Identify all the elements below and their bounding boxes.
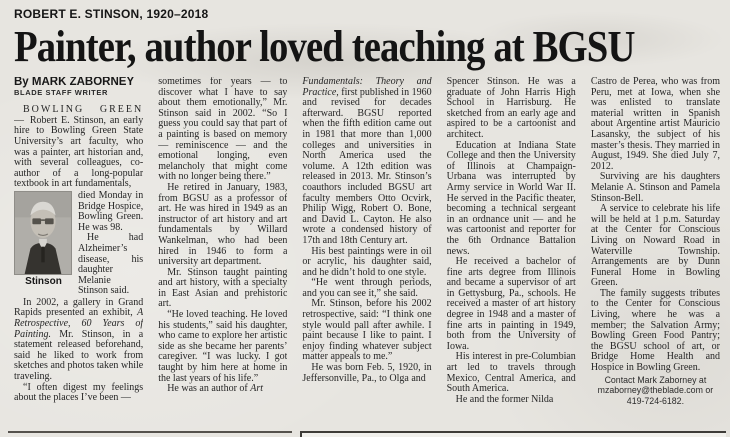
photo-and-wrap-text xyxy=(14,191,143,297)
photo-caption: Stinson xyxy=(25,275,62,287)
article-body xyxy=(0,77,730,411)
portrait-photo xyxy=(14,191,72,275)
exhibit-title: A Retrospective, 60 Years of Painting. xyxy=(14,307,144,340)
col2-paragraph-1: sometimes for years — to discover what I have to say about them emotionally,” Mr. Stinson said in 2002. “So I guess you could say that part of a painting is based on memory — reminiscence — and the emotional longing, even melancholy that might come with no longer being there.” xyxy=(158,77,288,183)
column-1 xyxy=(14,77,143,411)
article-header xyxy=(0,0,730,70)
col5-paragraph-1: Castro de Perea, who was from Peru, met at Iowa, when she was enlisted to translate material written in Spanish about Argentine artist Mauricio Lasansky, the subject of his master’s thesis. They married in August, 1949. She died July 7, 2012. xyxy=(590,77,721,172)
headline: Painter, author loved teaching at BGSU xyxy=(14,22,635,71)
bottom-divider-rule xyxy=(8,431,292,433)
column-5 xyxy=(591,77,720,411)
col5-paragraph-3: A service to celebrate his life will be held at 1 p.m. Saturday at the Center for Conscious Living on Noward Road in Waterville Township. Arrangements are by Dunn Funeral Home in Bowling Green. xyxy=(590,203,721,289)
obit-photo-block xyxy=(14,191,73,297)
book-title: Fundamentals: Theory and Practice, xyxy=(302,77,432,98)
col4-paragraph-3: He received a bachelor of fine arts degree from Illinois and became a supervisor of art in Gettysburg, Pa., schools. He received a master of art history degree in 1948 and a master of fine arts in painting in 1949, both from the University of Iowa. xyxy=(446,256,576,352)
col5-paragraph-2: Surviving are his daughters Melanie A. Stinson and Pamela Stinson-Bell. xyxy=(590,171,721,204)
byline-author: By MARK ZABORNEY xyxy=(14,77,135,88)
col2-paragraph-3: Mr. Stinson taught painting and art history, with a specialty in East Asian and prehistoric art. xyxy=(158,266,288,310)
column-4 xyxy=(447,77,576,411)
col4-paragraph-2: Education at Indiana State College and then the University of Illinois at Champaign-Urbana was interrupted by Army service in World War II. He served in the Pacific theater, becoming a technical sergeant in an ordnance unit — and he was cartoonist and reporter for the 6th Ordnance Battalion news. xyxy=(446,139,576,257)
text-run: Mr. Stinson, in a statement released beforehand, said he liked to work from sketches and photos taken while traveling. xyxy=(14,328,144,383)
byline-role: BLADE STAFF WRITER xyxy=(14,87,108,97)
kicker: ROBERT E. STINSON, 1920–2018 xyxy=(14,7,209,21)
col4-paragraph-1: Spencer Stinson. He was a graduate of John Harris High School in Harrisburg. He sketched from an early age and aspired to be a cartoonist and architect. xyxy=(446,77,576,140)
col3-paragraph-1 xyxy=(302,77,431,247)
col3-paragraph-4: Mr. Stinson, before his 2002 retrospective, said: “I think one style would pall after awhile. I paint because I like to paint. I enjoy finding whatever subject matter appeals to me.” xyxy=(302,298,432,363)
col1-paragraph-1 xyxy=(14,105,143,190)
col2-paragraph-2: He retired in January, 1983, from BGSU as a professor of art. He was hired in 1949 as an instructor of art history and art fundamentals by Willard Wankelman, who had been hired in 1946 to form a university art department. xyxy=(158,181,288,268)
text-run: In 2002, a gallery in Grand Rapids presented an exhibit, xyxy=(14,296,144,319)
col3-paragraph-5: He was born Feb. 5, 1920, in Jeffersonville, Pa., to Olga and xyxy=(302,362,432,384)
wrap-text xyxy=(78,191,143,297)
contact-line: Contact Mark Zaborney at mzaborney@theblade.com or 419-724-6182. xyxy=(597,374,714,406)
column-3 xyxy=(302,77,431,411)
col1-paragraph-4: “I often digest my feelings about the places I’ve been — xyxy=(14,381,144,404)
byline xyxy=(14,77,143,98)
col4-paragraph-4: His interest in pre-Columbian art led to travels through Mexico, Central America, and South America. xyxy=(446,351,576,395)
col2-paragraph-4: “He loved teaching. He loved his students,” said his daughter, who came to explore her artistic side as she became her parents’ caregiver. “I was lucky. I got taught by him here at home in the last years of his life.” xyxy=(158,309,288,384)
col3-paragraph-3: “He went through periods, and you can see it,” she said. xyxy=(302,277,432,299)
col3-paragraph-2: His best paintings were in oil or acrylic, his daughter said, and he didn’t hold to one style. xyxy=(302,245,432,278)
book-title: Art xyxy=(250,383,264,395)
col2-paragraph-5 xyxy=(158,384,287,395)
col1-paragraph-3 xyxy=(14,298,143,383)
col1-paragraph-2: He had Alzheimer’s disease, his daughter Melanie Stinson said. xyxy=(78,232,144,297)
col1-paragraph-1-cont: died Monday in Bridge Hospice, Bowling Green. He was 98. xyxy=(78,189,144,233)
text-run: first published in 1960 and revised for decades afterward. BGSU reported when the fifth edition came out in 1981 that more than 1,000 colleges and universities in North America used the volume. A 12th edition was released in 2013. Mr. Stinson’s coauthors included BGSU art faculty members Otto Ocvirk, Philip Wigg, Robert O. Bone, and David L. Cayton. He also wrote a condensed history of 17th and 18th Century art. xyxy=(302,86,432,246)
col4-paragraph-5: He and the former Nilda xyxy=(455,393,554,405)
text-run: Robert E. Stinson, an early hire to Bowling Green State University’s art faculty, who was a painter, art historian and, with several colleagues, co-author of a long-popular textbook in art fundamentals, xyxy=(14,114,144,190)
column-2 xyxy=(158,77,287,411)
adjacent-ad-box-edge xyxy=(300,431,726,437)
dateline: BOWLING GREEN — xyxy=(14,104,144,126)
text-run: He was an author of xyxy=(167,383,251,395)
col5-paragraph-4: The family suggests tributes to the Center for Conscious Living, where he was a member; the Salvation Army; Bowling Green Food Pantry; the BGSU school of art, or Bridge Home Health and Hospice in Bowling Green. xyxy=(590,287,721,374)
